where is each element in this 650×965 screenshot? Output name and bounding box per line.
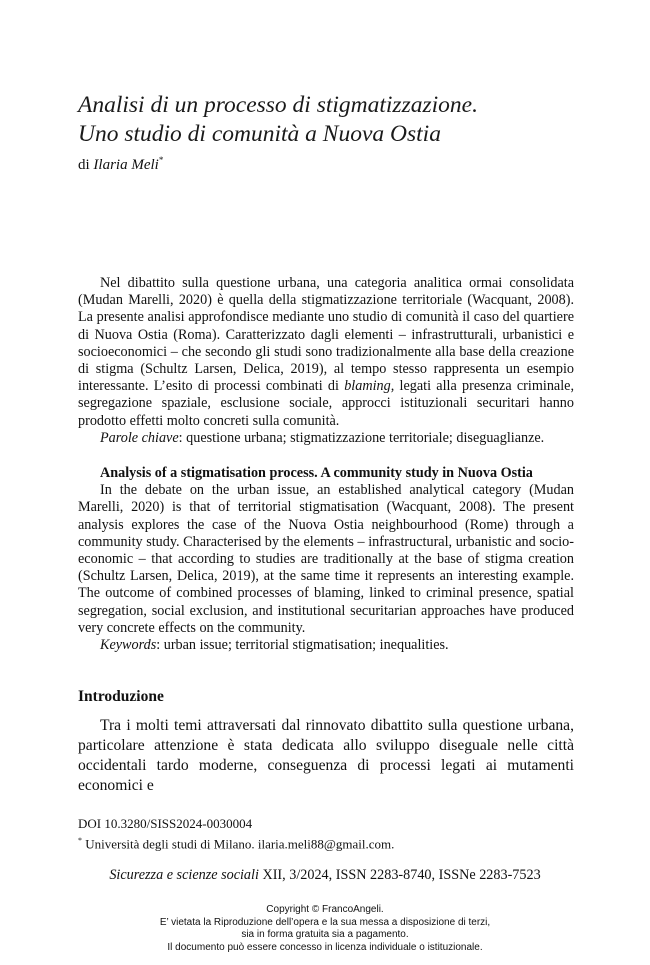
- copyright-line-2: E’ vietata la Riproduzione dell’opera e la sua messa a disposizione di terzi,: [159, 916, 491, 928]
- affiliation-footnote: [78, 832, 574, 852]
- abstract-italian-italic-term: blaming,: [344, 378, 395, 395]
- article-title-line-1: Analisi di un processo di stigmatizzazione.: [78, 92, 478, 118]
- copyright-line-1: Copyright © FrancoAngeli.: [266, 904, 384, 915]
- abstract-italian: [78, 275, 574, 447]
- byline-prefix: di: [78, 157, 94, 173]
- abstract-english-heading: Analysis of a stigmatisation process. A community study in Nuova Ostia: [100, 465, 533, 481]
- author-name: Ilaria Meli: [93, 157, 159, 173]
- footnotes: [78, 815, 574, 852]
- abstract-italian-text-part-1: Nel dibattito sulla questione urbana, una categoria analitica ormai consolidata (Mudan Marelli, 2020) è quella della stigmatizzazione territoriale (Wacquant, 2008). La presente analisi approfondisce mediante uno studio di comunità il caso del quartiere di Nuova Ostia (Roma). Caratterizzato dagli elementi – infrastrutturali, urbanistici e socioeconomici – che secondo gli studi sono tradizionalmente alla base della creazione di stigma (Schultz Larsen, Delica, 2019), al tempo stesso rappresenta un esempio interessante. L’esito di processi combinati di: [78, 275, 574, 395]
- keywords-label-english: Keywords: [100, 637, 157, 654]
- copyright-line-4: Il documento può essere concesso in licenza individuale o istituzionale.: [167, 941, 483, 953]
- journal-name: Sicurezza e scienze sociali: [109, 867, 259, 883]
- introduction-body: [78, 716, 574, 796]
- abstract-italian-text: [78, 275, 574, 430]
- copyright-line-3: sia in forma gratuita sia a pagamento.: [241, 929, 409, 940]
- abstract-italian-text-part-2: legati alla presenza criminale, segregazione spaziale, esclusione sociale, approcci istituzionali securitari hanno prodotto effetti molto concreti sulla comunità.: [78, 378, 574, 429]
- section-heading-introduzione: Introduzione: [78, 688, 164, 705]
- affiliation-mark: *: [78, 836, 82, 845]
- abstract-english: [78, 465, 574, 654]
- doi-line: DOI 10.3280/SISS2024-0030004: [78, 816, 253, 831]
- journal-details: XII, 3/2024, ISSN 2283-8740, ISSNe 2283-7523: [258, 867, 541, 883]
- article-title-line-2: Uno studio di comunità a Nuova Ostia: [78, 121, 441, 147]
- keywords-label-italian: Parole chiave: [100, 429, 179, 446]
- author-byline: [78, 151, 163, 174]
- abstract-italian-keywords: [78, 430, 574, 447]
- copyright-notice: [0, 904, 650, 954]
- author-footnote-mark: *: [158, 155, 164, 165]
- affiliation-text: Università degli studi di Milano. ilaria.meli88@gmail.com.: [82, 836, 395, 852]
- keywords-italian: : questione urbana; stigmatizzazione territoriale; diseguaglianze.: [178, 429, 545, 446]
- introduction-paragraph: Tra i molti temi attraversati dal rinnovato dibattito sulla questione urbana, particolare attenzione è stata dedicata allo sviluppo diseguale nelle città occidentali tardo moderne, conseguenza di processi legati ai mutamenti economici e: [78, 717, 574, 794]
- abstract-english-text: In the debate on the urban issue, an established analytical category (Mudan Marelli, 2020) is that of territorial stigmatisation (Wacquant, 2008). The present analysis explores the case of the Nuova Ostia neighbourhood (Rome) through a community study. Characterised by the elements – infrastructural, urbanistic and socio-economic – that according to studies are traditionally at the base of stigma creation (Schultz Larsen, Delica, 2019), at the same time it represents an interesting example. The outcome of combined processes of blaming, linked to criminal presence, spatial segregation, social exclusion, and institutional securitarian approaches have produced very concrete effects on the community.: [78, 482, 574, 636]
- journal-citation: [0, 867, 650, 884]
- article-title: [78, 91, 598, 149]
- keywords-english: : urban issue; territorial stigmatisation; inequalities.: [156, 637, 449, 654]
- abstract-english-keywords: [78, 637, 574, 654]
